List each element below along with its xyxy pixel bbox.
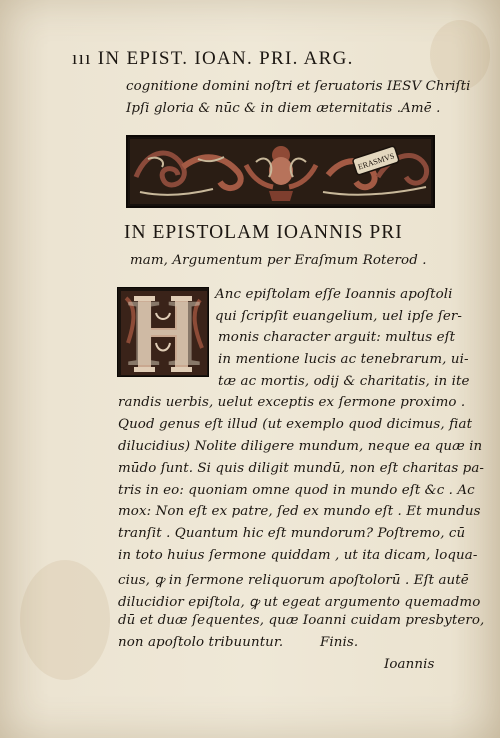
prior-text-line: cognitione domini noſtri et ſeruatoris IESV Chriſti <box>126 79 471 94</box>
body-line: in mentione lucis ac tenebrarum, ui- <box>218 352 469 367</box>
body-line: monis character arguit: multus eſt <box>218 330 456 345</box>
body-line: Quod genus eſt illud (ut exemplo quod dicimus, fiat <box>118 417 473 432</box>
body-line: dilucidior epiſtola, ꝙ ut egeat argumento quemadmo <box>118 595 481 610</box>
body-line: non apoſtolo tribuuntur. <box>118 635 284 650</box>
body-line: qui ſcripſit euangelium, uel ipſe ſer- <box>215 309 463 324</box>
body-line: in toto huius ſermone quiddam , ut ita dicam, loqua- <box>118 548 478 563</box>
body-line: mūdo ſunt. Si quis diligit mundū, non eſt charitas pa- <box>118 461 485 476</box>
svg-text:ERASMVS: ERASMVS <box>356 151 396 172</box>
running-head: ııı IN EPIST. IOAN. PRI. ARG. <box>72 48 354 69</box>
paper-stain <box>20 560 110 680</box>
body-line: tæ ac mortis, odij & charitatis, in ite <box>218 374 470 389</box>
woodcut-headpiece <box>126 135 435 208</box>
body-line: randis uerbis, uelut exceptis ex ſermone proximo . <box>118 395 466 410</box>
body-line: mox: Non eſt ex patre, ſed ex mundo eſt . Et mundus <box>118 504 481 519</box>
catchword: Ioannis <box>384 657 435 672</box>
prior-text-line: Ipſi gloria & nūc & in diem æternitatis .Amē . <box>126 101 441 116</box>
ornament-foliage-icon <box>128 137 437 210</box>
body-line: tranſit . Quantum hic eſt mundorum? Poſtremo, cū <box>118 526 466 541</box>
body-line: dū et duæ ſequentes, quæ Ioanni cuidam presbytero, <box>118 613 485 628</box>
drop-cap-initial <box>117 279 209 386</box>
subtitle: mam, Argumentum per Eraſmum Roterod . <box>130 253 427 268</box>
letter-h-icon <box>118 279 210 386</box>
body-line: cius, ꝙ in ſermone reliquorum apoſtolorū . Eſt autē <box>118 573 469 588</box>
body-line: dilucidius) Nolite diligere mundum, neque ea quæ in <box>118 439 483 454</box>
drop-cap-letter: H <box>126 279 202 386</box>
section-title: IN EPISTOLAM IOANNIS PRI <box>124 222 403 243</box>
body-line: tris in eo: quoniam omne quod in mundo eſt &c . Ac <box>118 483 475 498</box>
finis: Finis. <box>320 635 359 650</box>
body-line: Anc epiſtolam eſſe Ioannis apoſtoli <box>215 287 453 302</box>
